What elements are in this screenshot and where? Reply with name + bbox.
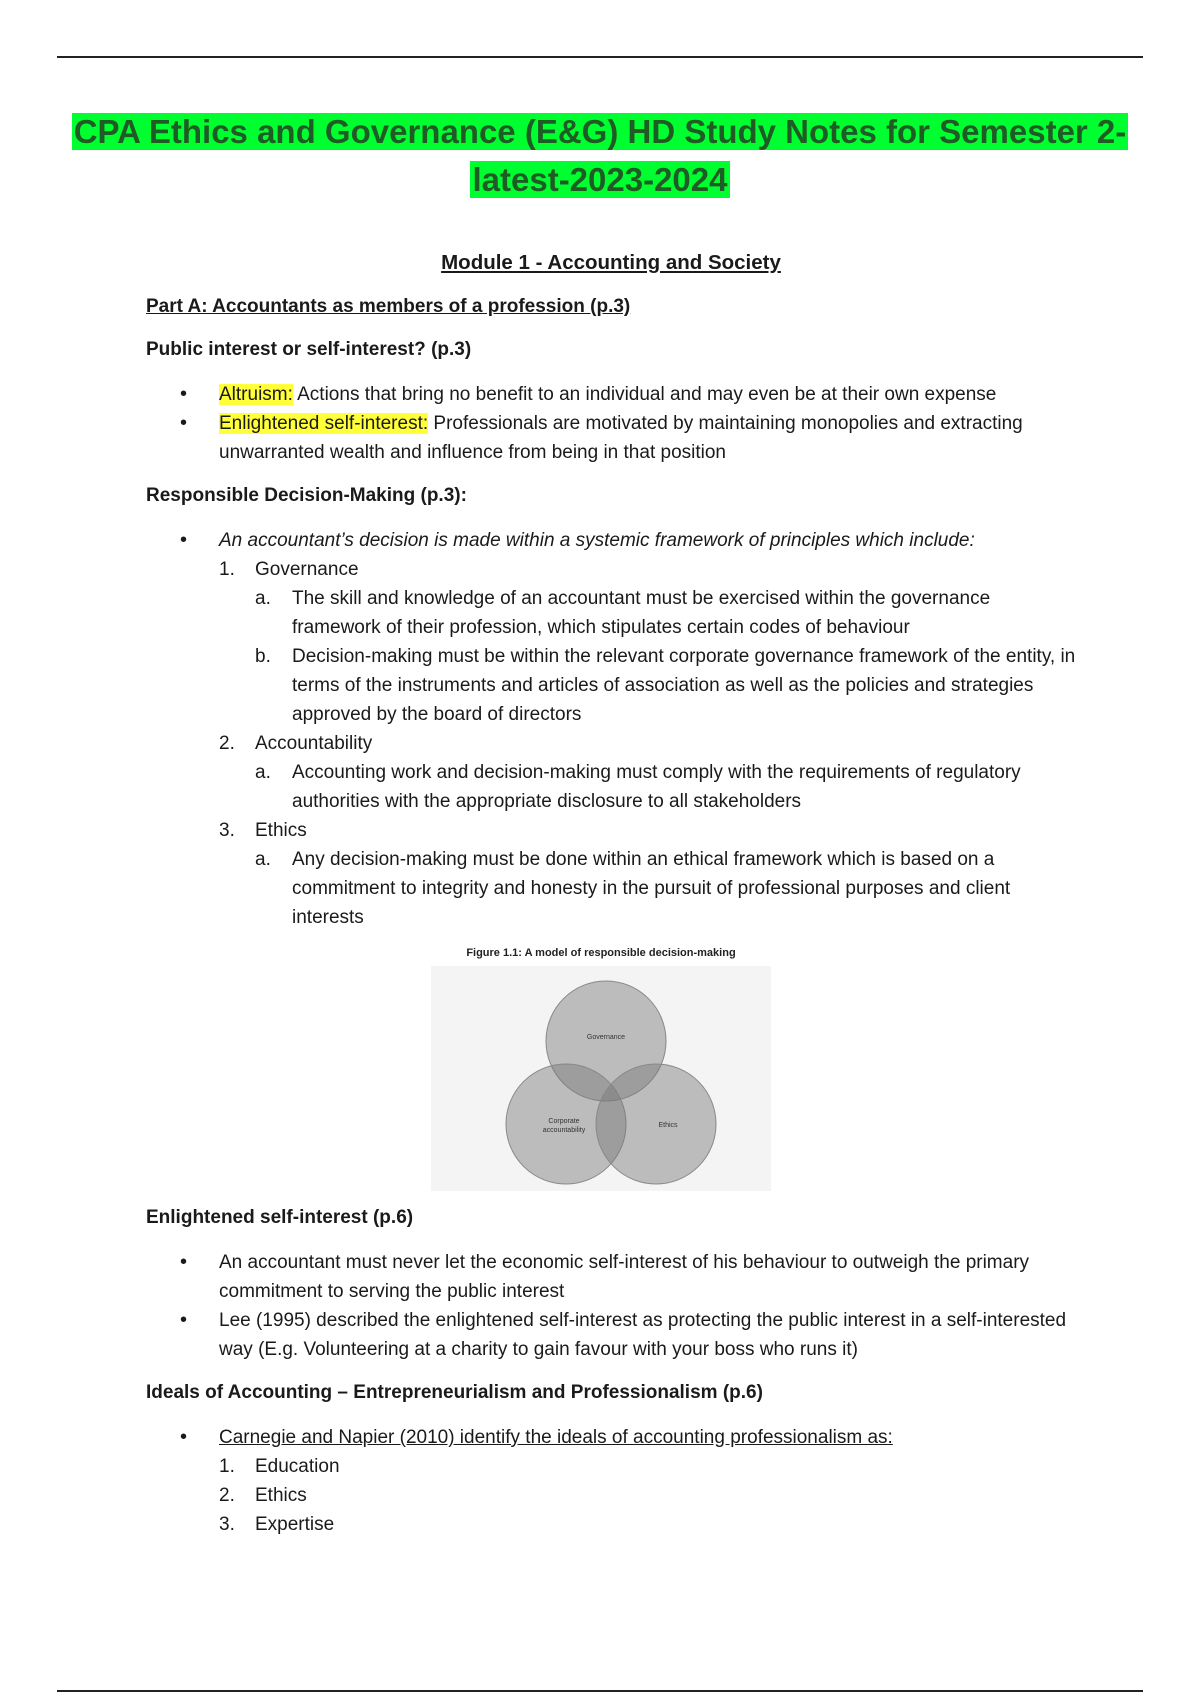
framework-intro: An accountant’s decision is made within a systemic framework of principles which include:: [219, 530, 975, 551]
list-item: • Lee (1995) described the enlightened self-interest as protecting the public interest in a self-interested way (E.g. Volunteering at a charity to gain favour with your boss who runs it): [146, 1306, 1076, 1364]
ideal-education: 1. Education: [219, 1456, 340, 1477]
public-interest-heading: Public interest or self-interest? (p.3): [146, 339, 472, 360]
venn-label-governance: Governance: [586, 1034, 626, 1041]
principle-label: Governance: [255, 559, 359, 580]
module-heading: Module 1 - Accounting and Society: [441, 251, 781, 274]
sub-list: [219, 584, 1076, 729]
term-enlightened-self-interest: Enlightened self-interest:: [219, 413, 429, 434]
bottom-rule: [57, 1690, 1143, 1692]
sub-item: a. The skill and knowledge of an accountant must be exercised within the governance framework of their profession, which stipulates certain codes of behaviour: [255, 588, 991, 638]
sub-list: [219, 758, 1076, 816]
term-altruism: Altruism:: [219, 384, 293, 405]
top-rule: [57, 56, 1143, 58]
sub-item: b. Decision-making must be within the relevant corporate governance framework of the entity, in terms of the instruments and articles of association as well as the policies and strategies approved by the board of directors: [255, 646, 1076, 725]
figure-venn: [431, 946, 771, 1191]
public-interest-list: [146, 380, 1076, 467]
part-a-heading: Part A: Accountants as members of a profession (p.3): [146, 296, 631, 317]
ideals-intro: Carnegie and Napier (2010) identify the ideals of accounting professionalism as:: [219, 1427, 893, 1448]
definition-text: Professionals are motivated by maintaining monopolies and extracting unwarranted wealth and influence from being in that position: [219, 413, 1023, 463]
ideal-ethics: 2. Ethics: [219, 1485, 307, 1506]
list-item: [146, 380, 1076, 409]
venn-label-ethics: Ethics: [658, 1122, 678, 1129]
principle-label: Ethics: [255, 820, 307, 841]
list-item: [146, 409, 1076, 467]
figure-caption: Figure 1.1: A model of responsible decision-making: [466, 947, 736, 959]
document-body: [146, 248, 1076, 1553]
list-item: • An accountant must never let the economic self-interest of his behaviour to outweigh the primary commitment to serving the public interest: [146, 1248, 1076, 1306]
list-item: [146, 1423, 1076, 1539]
ideals-heading: Ideals of Accounting – Entrepreneurialism and Professionalism (p.6): [146, 1382, 763, 1403]
ideal-expertise: 3. Expertise: [219, 1514, 335, 1535]
enlightened-list: [146, 1248, 1076, 1364]
principle-accountability: 2. Accountability a. Accounting work and decision-making must comply with the requirements of regulatory authorities with the appropriate disclosure to all stakeholders: [219, 729, 1076, 816]
principle-governance: 1. Governance a. The skill and knowledge of an accountant must be exercised within the governance framework of their profession, which stipulates certain codes of behaviour b. Decision-making must be within the relevant corporate governance framework of the entity, in terms of the instruments and articles of association as well as the policies and strategies approved by the board of directors: [219, 555, 1076, 729]
venn-diagram: [431, 966, 771, 1191]
principle-label: Accountability: [255, 733, 373, 754]
venn-label-accountability-2: accountability: [542, 1127, 586, 1134]
list-item: [146, 526, 1076, 932]
sub-item: a. Accounting work and decision-making must comply with the requirements of regulatory authorities with the appropriate disclosure to all stakeholders: [255, 762, 1021, 812]
sub-list: [219, 845, 1076, 932]
venn-label-accountability-1: Corporate: [548, 1118, 580, 1125]
responsible-decision-list: [146, 526, 1076, 932]
enlightened-heading: Enlightened self-interest (p.6): [146, 1207, 414, 1228]
definition-text: Actions that bring no benefit to an individual and may even be at their own expense: [292, 384, 997, 405]
title-text: CPA Ethics and Governance (E&G) HD Study Notes for Semester 2- latest-2023-2024: [73, 113, 1127, 198]
responsible-decision-heading: Responsible Decision-Making (p.3):: [146, 485, 467, 506]
ideals-sublist: [219, 1452, 1076, 1539]
venn-circle-ethics: [596, 1064, 716, 1184]
principles-list: [219, 555, 1076, 932]
ideals-list: [146, 1423, 1076, 1539]
document-title: [60, 108, 1140, 204]
sub-item: a. Any decision-making must be done within an ethical framework which is based on a commitment to integrity and honesty in the pursuit of professional purposes and client interests: [255, 849, 1011, 928]
principle-ethics: 3. Ethics a. Any decision-making must be done within an ethical framework which is based on a commitment to integrity and honesty in the pursuit of professional purposes and client interests: [219, 816, 1076, 932]
